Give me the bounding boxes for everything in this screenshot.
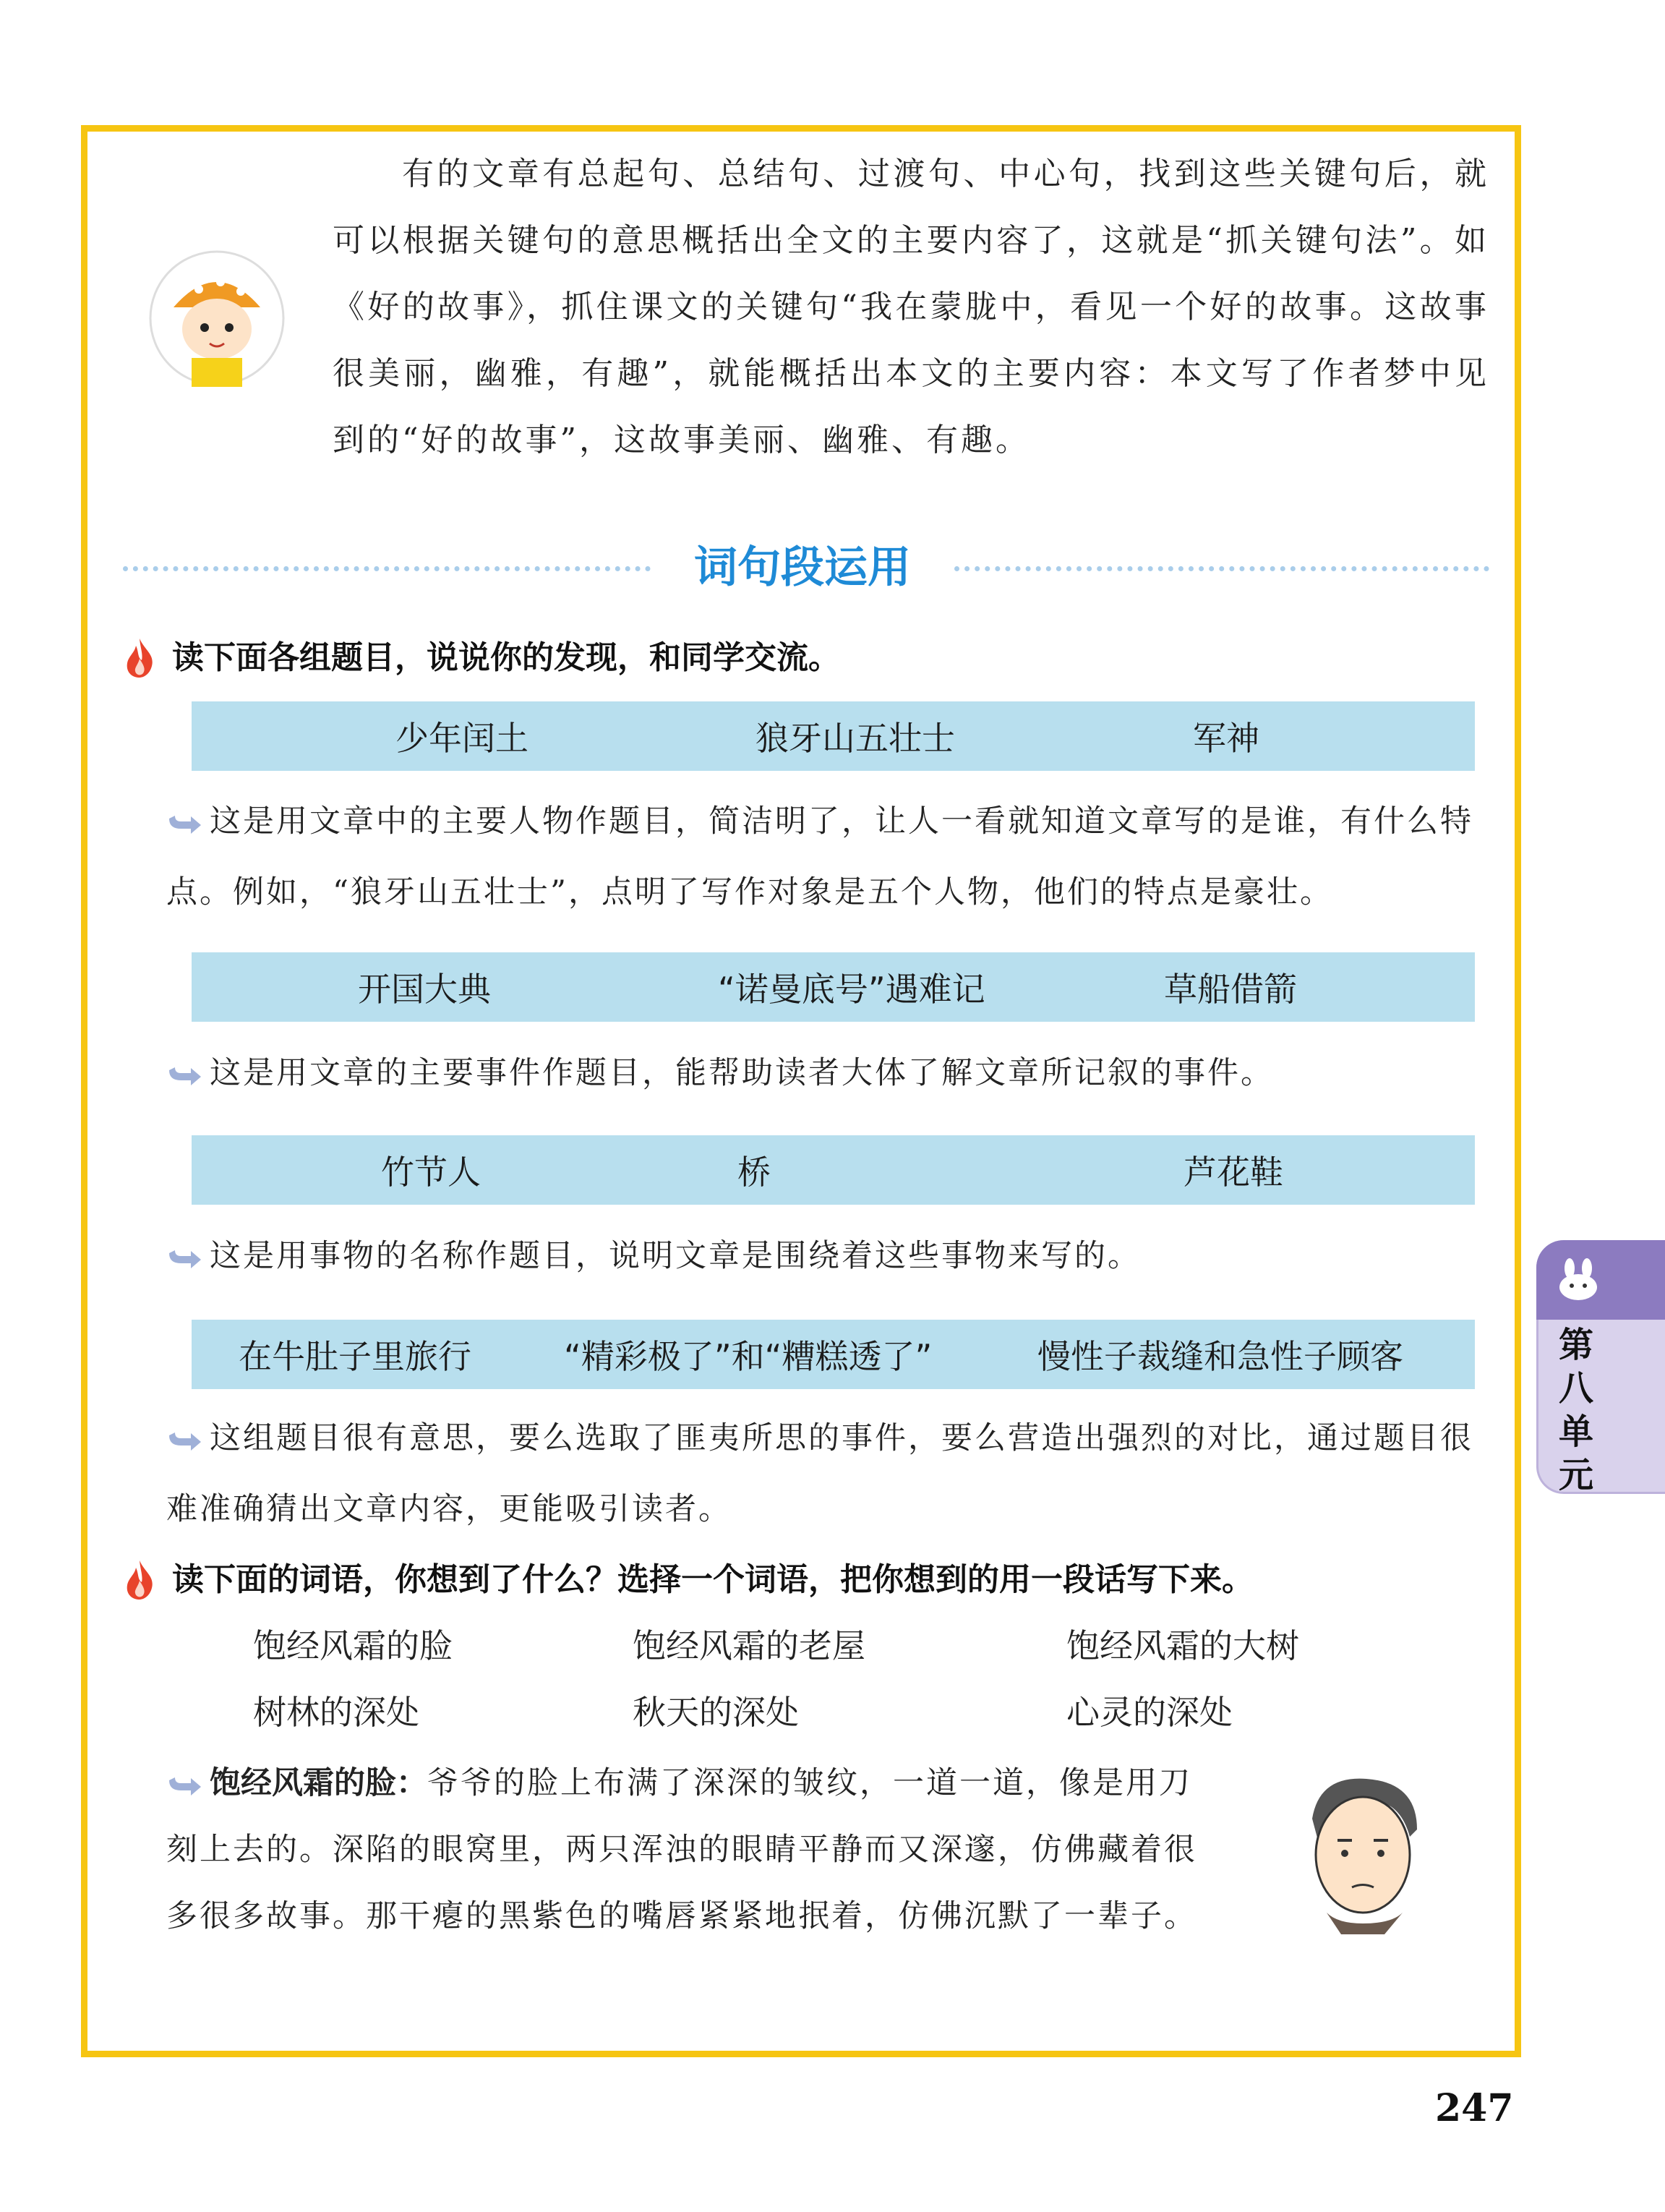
word-item: 饱经风霜的脸	[253, 1626, 453, 1665]
band-title: 狼牙山五壮士	[756, 719, 955, 758]
note-2	[166, 1038, 1489, 1109]
word-item: 树林的深处	[253, 1693, 419, 1732]
unit-tab-head	[1536, 1240, 1665, 1320]
note-1	[166, 786, 1489, 928]
arrow-icon	[166, 1247, 202, 1269]
band-title: 草船借箭	[1164, 970, 1297, 1009]
flame-icon	[123, 637, 156, 679]
arrow-icon	[166, 1775, 202, 1796]
title-band-4	[192, 1320, 1475, 1389]
divider-dots-right	[954, 566, 1489, 571]
divider-dots-left	[123, 566, 651, 571]
title-band-1	[192, 701, 1475, 771]
section-title: 词句段运用	[694, 542, 911, 593]
cartoon-girl-avatar	[148, 249, 286, 387]
band-title: 桥	[737, 1153, 771, 1192]
task-1-label: 读下面各组题目，说说你的发现，和同学交流。	[172, 639, 840, 676]
word-item: 饱经风霜的大树	[1066, 1626, 1299, 1665]
example-text: 爷爷的脸上布满了深深的皱纹，一道一道，像是用刀刻上去的。深陷的眼窝里，两只浑浊的眼睛平静而又深邃，仿佛藏着很多很多故事。那干瘪的黑紫色的嘴唇紧紧地抿着，仿佛沉默了一辈子。	[166, 1765, 1197, 1934]
band-title: “诺曼底号”遇难记	[718, 970, 985, 1009]
intro-paragraph	[333, 141, 1489, 474]
note-text: 这是用文章的主要事件作题目，能帮助读者大体了解文章所记叙的事件。	[210, 1055, 1274, 1091]
word-item: 饱经风霜的老屋	[633, 1626, 865, 1665]
note-3	[166, 1221, 1489, 1291]
note-text: 这是用事物的名称作题目，说明文章是围绕着这些事物来写的。	[210, 1238, 1141, 1274]
band-title: 开国大典	[358, 970, 491, 1009]
example-paragraph	[166, 1750, 1222, 1950]
task-heading-2	[123, 1558, 1254, 1602]
title-band-2	[192, 952, 1475, 1022]
band-title: 竹节人	[381, 1153, 481, 1192]
unit-label: 第八单元	[1558, 1325, 1593, 1495]
intro-text: 有的文章有总起句、总结句、过渡句、中心句，找到这些关键句后，就可以根据关键句的意思概括出全文的主要内容了，这就是“抓关键句法”。如《好的故事》，抓住课文的关键句“我在蒙胧中，看见一个好的故事。这故事很美丽，幽雅，有趣”，就能概括出本文的主要内容：本文写了作者梦中见到的“好的故事”，这故事美丽、幽雅、有趣。	[333, 155, 1489, 458]
note-text: 这是用文章中的主要人物作题目，简洁明了，让人一看就知道文章写的是谁，有什么特点。例如，“狼牙山五壮士”，点明了写作对象是五个人物，他们的特点是豪壮。	[166, 803, 1473, 910]
band-title: 芦花鞋	[1184, 1153, 1283, 1192]
task-heading-1	[123, 636, 840, 680]
flame-icon	[123, 1559, 156, 1601]
word-item: 秋天的深处	[633, 1693, 799, 1732]
band-title: 在牛肚子里旅行	[239, 1337, 471, 1376]
note-text: 这组题目很有意思，要么选取了匪夷所思的事件，要么营造出强烈的对比，通过题目很难准确猜出文章内容，更能吸引读者。	[166, 1420, 1473, 1527]
rabbit-icon	[1549, 1258, 1607, 1302]
page-number: 247	[1435, 2086, 1514, 2130]
old-man-illustration	[1283, 1768, 1439, 1934]
band-title: 少年闰土	[395, 719, 528, 758]
arrow-icon	[166, 1430, 202, 1451]
band-title: 慢性子裁缝和急性子顾客	[1037, 1337, 1403, 1376]
section-header	[123, 539, 1489, 597]
band-title: “精彩极了”和“糟糕透了”	[564, 1337, 933, 1376]
task-2-label: 读下面的词语，你想到了什么？选择一个词语，把你想到的用一段话写下来。	[172, 1561, 1254, 1598]
example-lead: 饱经风霜的脸：	[210, 1765, 427, 1801]
word-item: 心灵的深处	[1066, 1693, 1233, 1732]
arrow-icon	[166, 1064, 202, 1086]
note-4	[166, 1403, 1497, 1545]
band-title: 军神	[1193, 719, 1259, 758]
arrow-icon	[166, 813, 202, 834]
title-band-3	[192, 1135, 1475, 1205]
